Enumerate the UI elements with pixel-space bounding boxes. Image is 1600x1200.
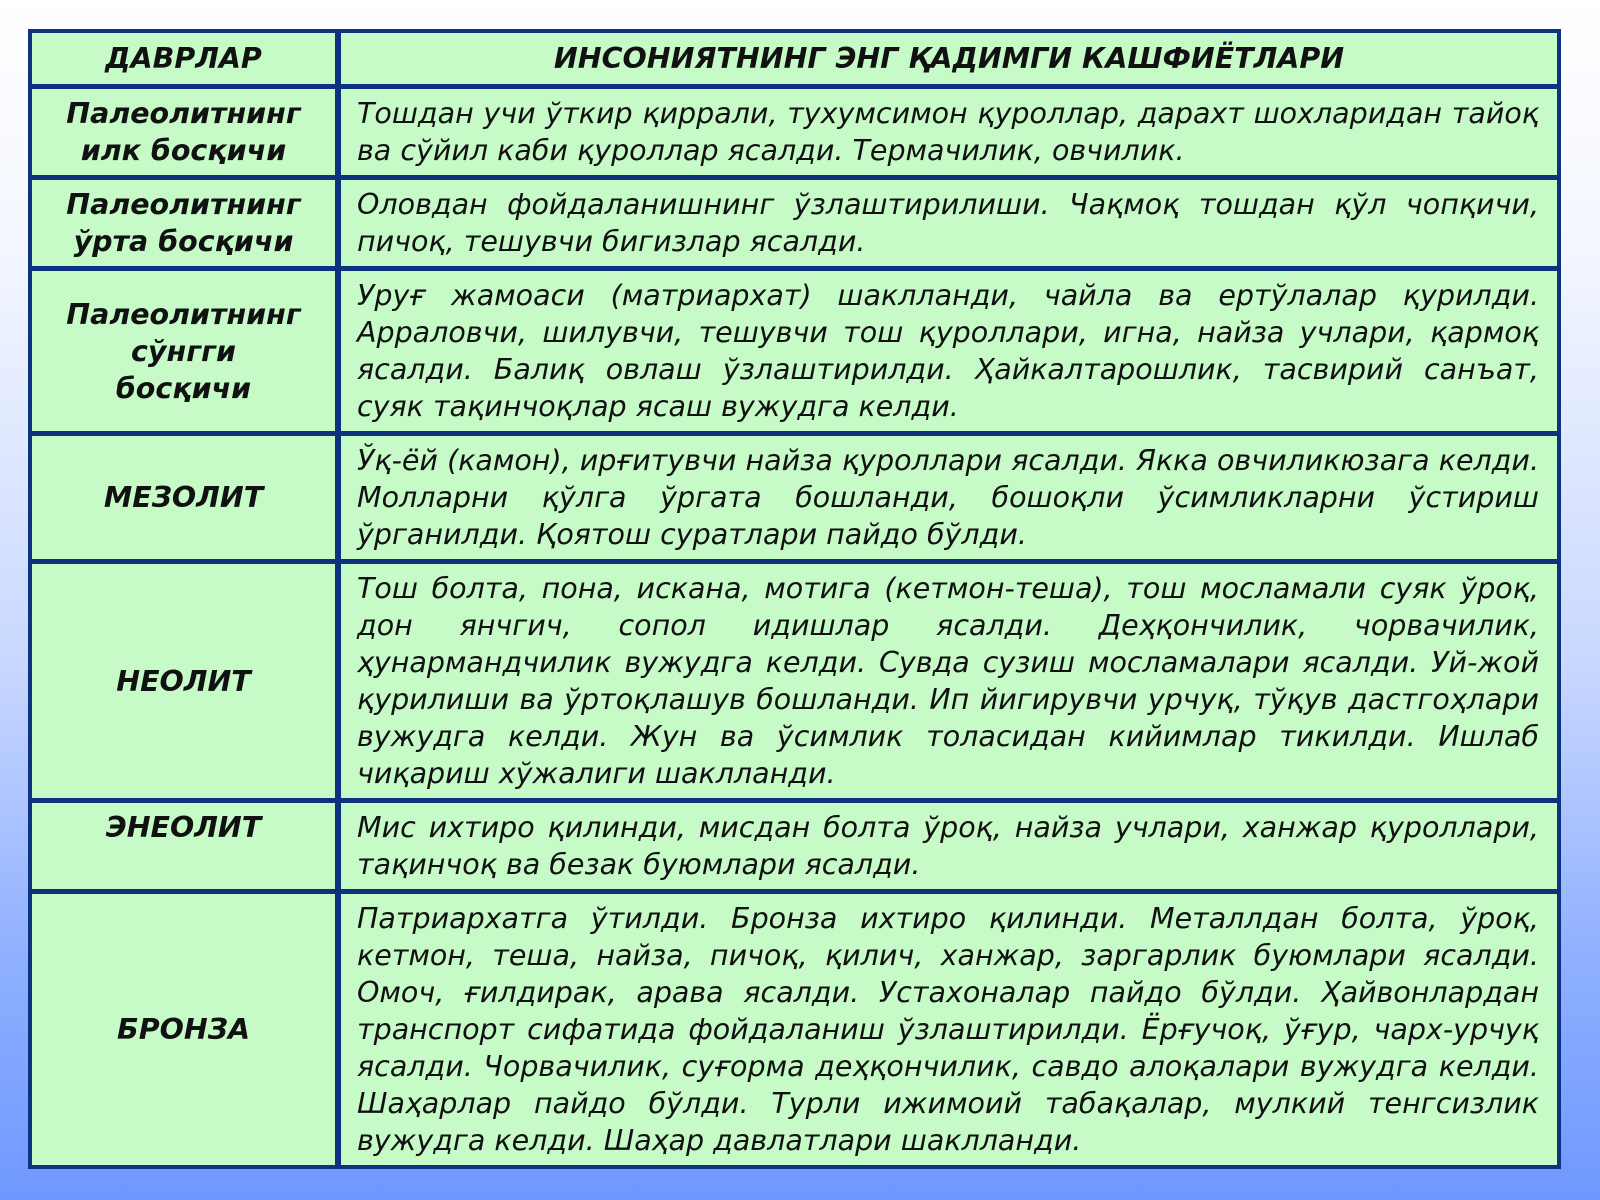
description-cell: Ўқ-ёй (камон), ирғитувчи найза қуроллари ясалди. Якка овчиликюзага келди. Молларни қўлга ўргата бошланди, бошоқли ўсимликларни ўстириш ўрганилди. Қоятош суратлари пайдо бўлди. bbox=[341, 436, 1557, 559]
description-cell: Тошдан учи ўткир қиррали, тухумсимон қуроллар, дарахт шохларидан тайоқ ва сўйил каби қуроллар ясалди. Термачилик, овчилик. bbox=[341, 89, 1557, 175]
description-cell: Оловдан фойдаланишнинг ўзлаштирилиши. Чақмоқ тошдан қўл чопқичи, пичоқ, тешувчи бигизлар ясалди. bbox=[341, 180, 1557, 266]
period-label-line: НЕОЛИТ bbox=[116, 664, 251, 698]
period-label-line: ЭНЕОЛИТ bbox=[105, 811, 262, 844]
period-label-line: БРОНЗА bbox=[117, 1013, 250, 1046]
period-cell bbox=[32, 271, 335, 431]
period-cell bbox=[32, 180, 335, 266]
period-cell bbox=[32, 803, 335, 889]
period-label-line: босқичи bbox=[115, 371, 252, 405]
period-cell bbox=[32, 436, 335, 559]
description-cell: Мис ихтиро қилинди, мисдан болта ўроқ, найза учлари, ханжар қуроллари, тақинчоқ ва безак буюмлари ясалди. bbox=[341, 803, 1557, 889]
table-row bbox=[32, 89, 1557, 175]
period-label-line: Палеолитнинг bbox=[66, 97, 301, 130]
period-label-line: Палеолитнинг bbox=[66, 188, 301, 221]
period-label-line: МЕЗОЛИТ bbox=[103, 481, 264, 514]
period-cell bbox=[32, 894, 335, 1165]
table-row bbox=[32, 436, 1557, 559]
period-label-line: илк босқичи bbox=[80, 134, 287, 167]
table-row bbox=[32, 180, 1557, 266]
periods-table-frame bbox=[28, 29, 1561, 1169]
period-label-line: сўнгги bbox=[131, 334, 236, 368]
header-periods: ДАВРЛАР bbox=[32, 33, 335, 84]
period-label-line: Палеолитнинг bbox=[66, 297, 301, 331]
period-cell bbox=[32, 564, 335, 798]
table-row bbox=[32, 564, 1557, 798]
table-row bbox=[32, 271, 1557, 431]
description-cell: Патриархатга ўтилди. Бронза ихтиро қилинди. Металлдан болта, ўроқ, кетмон, теша, найза, пичоқ, қилич, ханжар, заргарлик буюмлари ясалди. Омоч, ғилдирак, арава ясалди. Устахоналар пайдо бўлди. Ҳайвонлардан транспорт сифатида фойдаланиш ўзлаштирилди. Ёрғучоқ, ўғур, чарх-урчуқ ясалди. Чорвачилик, суғорма деҳқончилик, савдо алоқалари вужудга келди. Шаҳарлар пайдо бўлди. Турли ижимоий табақалар, мулкий тенгсизлик вужудга келди. Шаҳар давлатлари шаклланди. bbox=[341, 894, 1557, 1165]
periods-table bbox=[32, 28, 1557, 1170]
period-cell bbox=[32, 89, 335, 175]
table-row bbox=[32, 803, 1557, 889]
period-label-line: ўрта босқичи bbox=[73, 225, 294, 258]
description-cell: Тош болта, пона, искана, мотига (кетмон-теша), тош мосламали суяк ўроқ, дон янчгич, сопол идишлар ясалди. Деҳқончилик, чорвачилик, ҳунармандчилик вужудга келди. Сувда сузиш мосламалари ясалди. Уй-жой қурилиши ва ўртоқлашув бошланди. Ип йигирувчи урчуқ, тўқув дастгоҳлари вужудга келди. Жун ва ўсимлик толасидан кийимлар тикилди. Ишлаб чиқариш хўжалиги шаклланди. bbox=[341, 564, 1557, 798]
description-cell: Уруғ жамоаси (матриархат) шаклланди, чайла ва ертўлалар қурилди. Арраловчи, шилувчи, тешувчи тош қуроллари, игна, найза учлари, қармоқ ясалди. Балиқ овлаш ўзлаштирилди. Ҳайкалтарошлик, тасвирий санъат, суяк тақинчоқлар ясаш вужудга келди. bbox=[341, 271, 1557, 431]
header-row bbox=[32, 33, 1557, 84]
header-discoveries: ИНСОНИЯТНИНГ ЭНГ ҚАДИМГИ КАШФИЁТЛАРИ bbox=[341, 33, 1557, 84]
table-row bbox=[32, 894, 1557, 1165]
